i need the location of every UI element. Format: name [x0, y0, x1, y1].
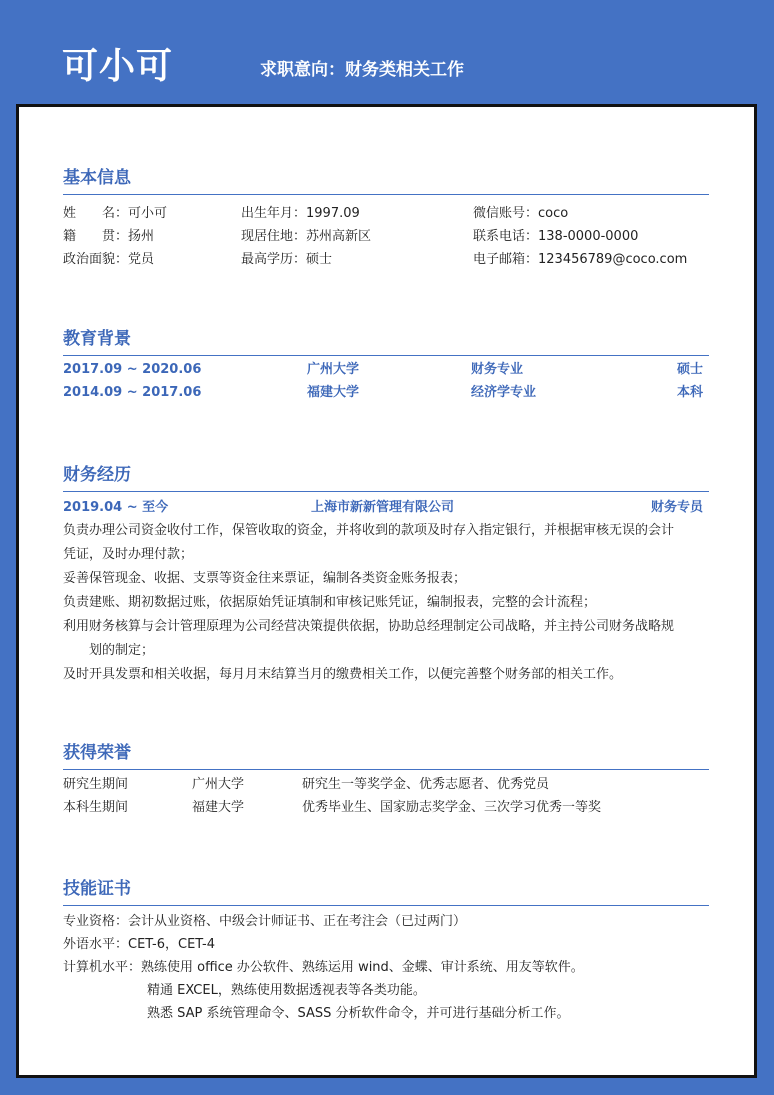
education-period: 2014.09 ~ 2017.06 [63, 385, 202, 400]
applicant-name: 可小可 [62, 46, 174, 87]
skill-computer-extra: 熟悉 SAP 系统管理命令、SASS 分析软件命令，并可进行基础分析工作。 [147, 1006, 570, 1021]
resume-header [0, 0, 774, 104]
section-title-skills: 技能证书 [63, 874, 709, 906]
education-row [63, 358, 709, 381]
basic-birth: 出生年月：1997.09 [241, 206, 360, 221]
education-period: 2017.09 ~ 2020.06 [63, 362, 202, 377]
education-major: 经济学专业 [471, 385, 537, 400]
section-title-basic: 基本信息 [63, 163, 709, 195]
section-title-honors: 获得荣誉 [63, 738, 709, 770]
experience-description [63, 519, 713, 687]
education-row [63, 381, 709, 404]
basic-degree: 最高学历：硕士 [241, 252, 333, 267]
experience-role: 财务专员 [650, 500, 703, 515]
honor-row [63, 796, 709, 819]
experience-line: 负责建账、期初数据过账，依据原始凭证填制和审核记账凭证，编制报表，完整的会计流程； [63, 595, 597, 610]
experience-line: 划的制定； [63, 643, 155, 658]
experience-line: 凭证，及时办理付款； [63, 547, 194, 562]
experience-line: 利用财务核算与会计管理原理为公司经营决策提供依据，协助总经理制定公司战略，并主持公司财务战略规 [63, 619, 675, 634]
section-basic-info [63, 163, 709, 271]
skill-line [63, 956, 709, 979]
honor-period: 研究生期间 [63, 777, 129, 792]
skill-line [63, 910, 709, 933]
education-school: 福建大学 [307, 385, 360, 400]
skill-computer-extra: 精通 EXCEL，熟练使用数据透视表等各类功能。 [147, 983, 426, 998]
resume-paper [16, 104, 757, 1078]
honor-period: 本科生期间 [63, 800, 129, 815]
basic-residence: 现居住地：苏州高新区 [241, 229, 372, 244]
section-skills [63, 874, 709, 1025]
experience-company: 上海市新新管理有限公司 [311, 500, 455, 515]
basic-wechat: 微信账号：coco [473, 206, 569, 221]
experience-line: 负责办理公司资金收付工作，保管收取的资金，并将收到的款项及时存入指定银行，并根据审核无误的会计 [63, 523, 675, 538]
honor-detail: 研究生一等奖学金、优秀志愿者、优秀党员 [302, 777, 550, 792]
basic-email: 电子邮箱：123456789@coco.com [473, 252, 688, 267]
honor-school: 福建大学 [192, 800, 245, 815]
experience-line: 及时开具发票和相关收据，每月月末结算当月的缴费相关工作，以便完善整个财务部的相关工作。 [63, 667, 623, 682]
section-education [63, 324, 709, 404]
section-experience [63, 460, 709, 687]
honor-school: 广州大学 [192, 777, 245, 792]
section-honors [63, 738, 709, 819]
experience-period: 2019.04 ~ 至今 [63, 500, 169, 515]
section-title-experience: 财务经历 [63, 460, 709, 492]
education-school: 广州大学 [307, 362, 360, 377]
basic-row [63, 202, 709, 225]
skill-language: 外语水平：CET-6，CET-4 [63, 937, 216, 952]
skill-qualification: 专业资格：会计从业资格、中级会计师证书、正在考注会（已过两门） [63, 914, 467, 929]
experience-header-row [63, 496, 709, 519]
skill-computer: 计算机水平：熟练使用 office 办公软件、熟练运用 wind、金蝶、审计系统、用友等软件。 [63, 960, 584, 975]
skill-line [63, 933, 709, 956]
honor-row [63, 773, 709, 796]
basic-hometown: 籍 贯：扬州 [63, 229, 155, 244]
job-intent: 求职意向：财务类相关工作 [260, 60, 464, 80]
basic-row [63, 225, 709, 248]
basic-phone: 联系电话：138-0000-0000 [473, 229, 639, 244]
section-title-education: 教育背景 [63, 324, 709, 356]
education-degree: 硕士 [676, 362, 703, 377]
education-degree: 本科 [676, 385, 703, 400]
experience-line: 妥善保管现金、收据、支票等资金往来票证，编制各类资金账务报表； [63, 571, 467, 586]
education-major: 财务专业 [471, 362, 524, 377]
basic-political: 政治面貌：党员 [63, 252, 155, 267]
basic-row [63, 248, 709, 271]
basic-name: 姓 名：可小可 [63, 206, 168, 221]
honor-detail: 优秀毕业生、国家励志奖学金、三次学习优秀一等奖 [302, 800, 602, 815]
